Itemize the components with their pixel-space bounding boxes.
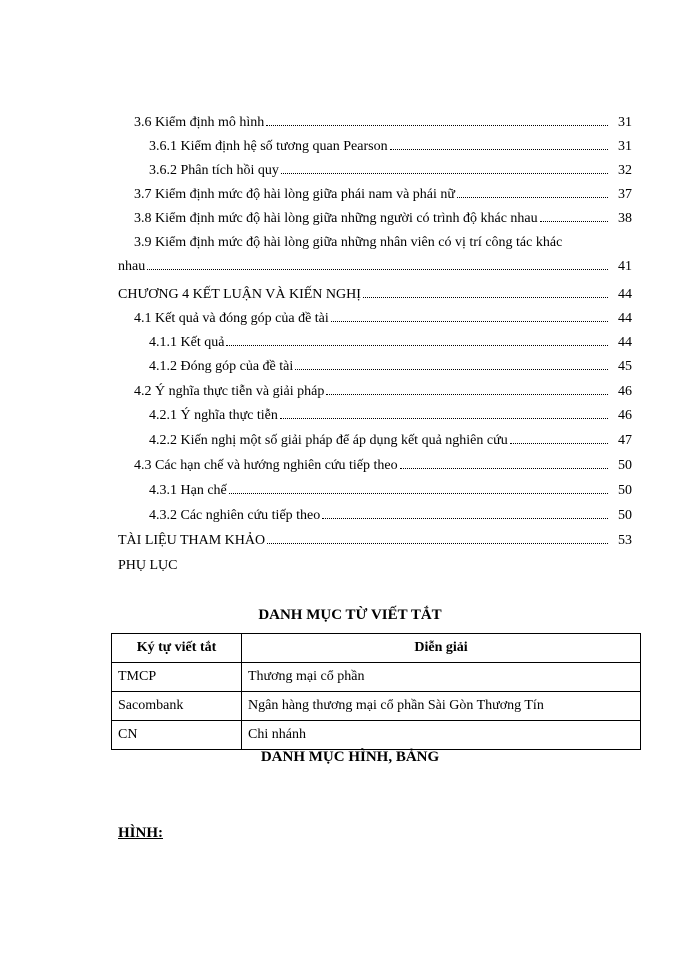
toc-entry-title: 4.1.2 Đóng góp của đề tài <box>149 359 294 374</box>
toc-entry[interactable] <box>149 137 632 157</box>
toc-entry-title: 4.2.1 Ý nghĩa thực tiễn <box>149 408 278 423</box>
toc-leader-dots <box>400 456 608 469</box>
toc-entry-page: 38 <box>618 211 632 226</box>
abbreviations-table <box>111 633 641 750</box>
abbreviations-heading: DANH MỤC TỪ VIẾT TẮT <box>258 607 442 623</box>
toc-entry[interactable] <box>134 113 632 133</box>
column-header: Ký tự viết tắt <box>112 634 242 663</box>
figures-heading: DANH MỤC HÌNH, BẢNG <box>260 749 440 765</box>
toc-entry-page: 50 <box>618 458 632 473</box>
toc-leader-dots <box>331 309 608 322</box>
toc-entry-title: 4.3.2 Các nghiên cứu tiếp theo <box>149 508 321 523</box>
toc-entry[interactable] <box>149 406 632 426</box>
toc-entry-title[interactable]: 3.9 Kiểm định mức độ hài lòng giữa những nhân viên có vị trí công tác khác <box>134 235 563 250</box>
toc-entry-page: 45 <box>618 359 632 374</box>
table-row <box>112 663 641 692</box>
abbreviation-cell: Sacombank <box>112 692 242 721</box>
toc-entry-title: 3.8 Kiểm định mức độ hài lòng giữa những người có trình độ khác nhau <box>134 211 538 226</box>
toc-entry[interactable] <box>149 431 632 451</box>
toc-entry-title: 3.7 Kiểm định mức độ hài lòng giữa phái nam và phái nữ <box>134 187 455 202</box>
toc-entry-title: 4.2 Ý nghĩa thực tiễn và giải pháp <box>134 384 325 399</box>
toc-leader-dots <box>390 137 608 150</box>
toc-leader-dots <box>266 113 608 126</box>
toc-leader-dots <box>226 333 608 346</box>
toc-entry-page: 32 <box>618 163 632 178</box>
definition-cell: Ngân hàng thương mại cổ phần Sài Gòn Thương Tín <box>242 692 641 721</box>
toc-entry-page: 44 <box>618 287 632 302</box>
abbreviation-cell: TMCP <box>112 663 242 692</box>
definition-cell: Chi nhánh <box>242 721 641 750</box>
definition-cell: Thương mại cổ phần <box>242 663 641 692</box>
toc-entry[interactable] <box>149 357 632 377</box>
toc-entry[interactable] <box>149 506 632 526</box>
toc-entry-title: 3.6.2 Phân tích hồi quy <box>149 163 279 178</box>
toc-entry[interactable] <box>118 285 632 305</box>
toc-entry[interactable] <box>134 309 632 329</box>
toc-entry[interactable] <box>118 257 632 277</box>
toc-entry-title: 3.6.1 Kiểm định hệ số tương quan Pearson <box>149 139 388 154</box>
toc-entry-title: 4.2.2 Kiến nghị một số giải pháp để áp dụng kết quả nghiên cứu <box>149 433 508 448</box>
toc-entry-page: 50 <box>618 483 632 498</box>
toc-leader-dots <box>540 209 608 222</box>
toc-leader-dots <box>295 357 608 370</box>
toc-entry-page: 31 <box>618 115 632 130</box>
toc-leader-dots <box>280 406 608 419</box>
toc-entry-page: 53 <box>618 533 632 548</box>
toc-entry-title: 4.3.1 Hạn chế <box>149 483 227 498</box>
toc-entry-page: 41 <box>618 259 632 274</box>
toc-leader-dots <box>229 481 608 494</box>
table-row <box>112 721 641 750</box>
column-header: Diễn giải <box>242 634 641 663</box>
toc-entry[interactable] <box>149 481 632 501</box>
toc-entry-page: 44 <box>618 335 632 350</box>
toc-entry-page: 46 <box>618 384 632 399</box>
toc-entry-page: 31 <box>618 139 632 154</box>
toc-entry-title: 4.1.1 Kết quả <box>149 335 225 350</box>
toc-entry-title: 4.1 Kết quả và đóng góp của đề tài <box>134 311 329 326</box>
toc-entry-page: 50 <box>618 508 632 523</box>
toc-entry-page: 44 <box>618 311 632 326</box>
toc-entry-title: 3.6 Kiểm định mô hình <box>134 115 265 130</box>
toc-entry-page: 37 <box>618 187 632 202</box>
toc-leader-dots <box>267 531 608 544</box>
figures-subheading: HÌNH: <box>118 825 163 841</box>
toc-leader-dots <box>322 506 608 519</box>
toc-entry[interactable] <box>134 185 632 205</box>
toc-leader-dots <box>147 257 608 270</box>
toc-entry-continuation: nhau <box>118 259 146 274</box>
toc-entry[interactable] <box>149 161 632 181</box>
toc-entry[interactable] <box>134 456 632 476</box>
toc-entry-page: 47 <box>618 433 632 448</box>
table-row <box>112 692 641 721</box>
toc-entry-title[interactable]: PHỤ LỤC <box>118 558 178 573</box>
toc-leader-dots <box>363 285 608 298</box>
toc-entry[interactable] <box>134 382 632 402</box>
table-header-row <box>112 634 641 663</box>
toc-leader-dots <box>326 382 608 395</box>
toc-entry-title: CHƯƠNG 4 KẾT LUẬN VÀ KIẾN NGHỊ <box>118 287 361 302</box>
abbreviation-cell: CN <box>112 721 242 750</box>
toc-leader-dots <box>510 431 608 444</box>
toc-entry-title: 4.3 Các hạn chế và hướng nghiên cứu tiếp theo <box>134 458 398 473</box>
toc-leader-dots <box>457 185 608 198</box>
toc-entry[interactable] <box>149 333 632 353</box>
toc-entry[interactable] <box>118 531 632 551</box>
toc-entry-title: TÀI LIỆU THAM KHẢO <box>118 533 266 548</box>
toc-entry[interactable] <box>134 209 632 229</box>
toc-entry-page: 46 <box>618 408 632 423</box>
toc-leader-dots <box>281 161 608 174</box>
